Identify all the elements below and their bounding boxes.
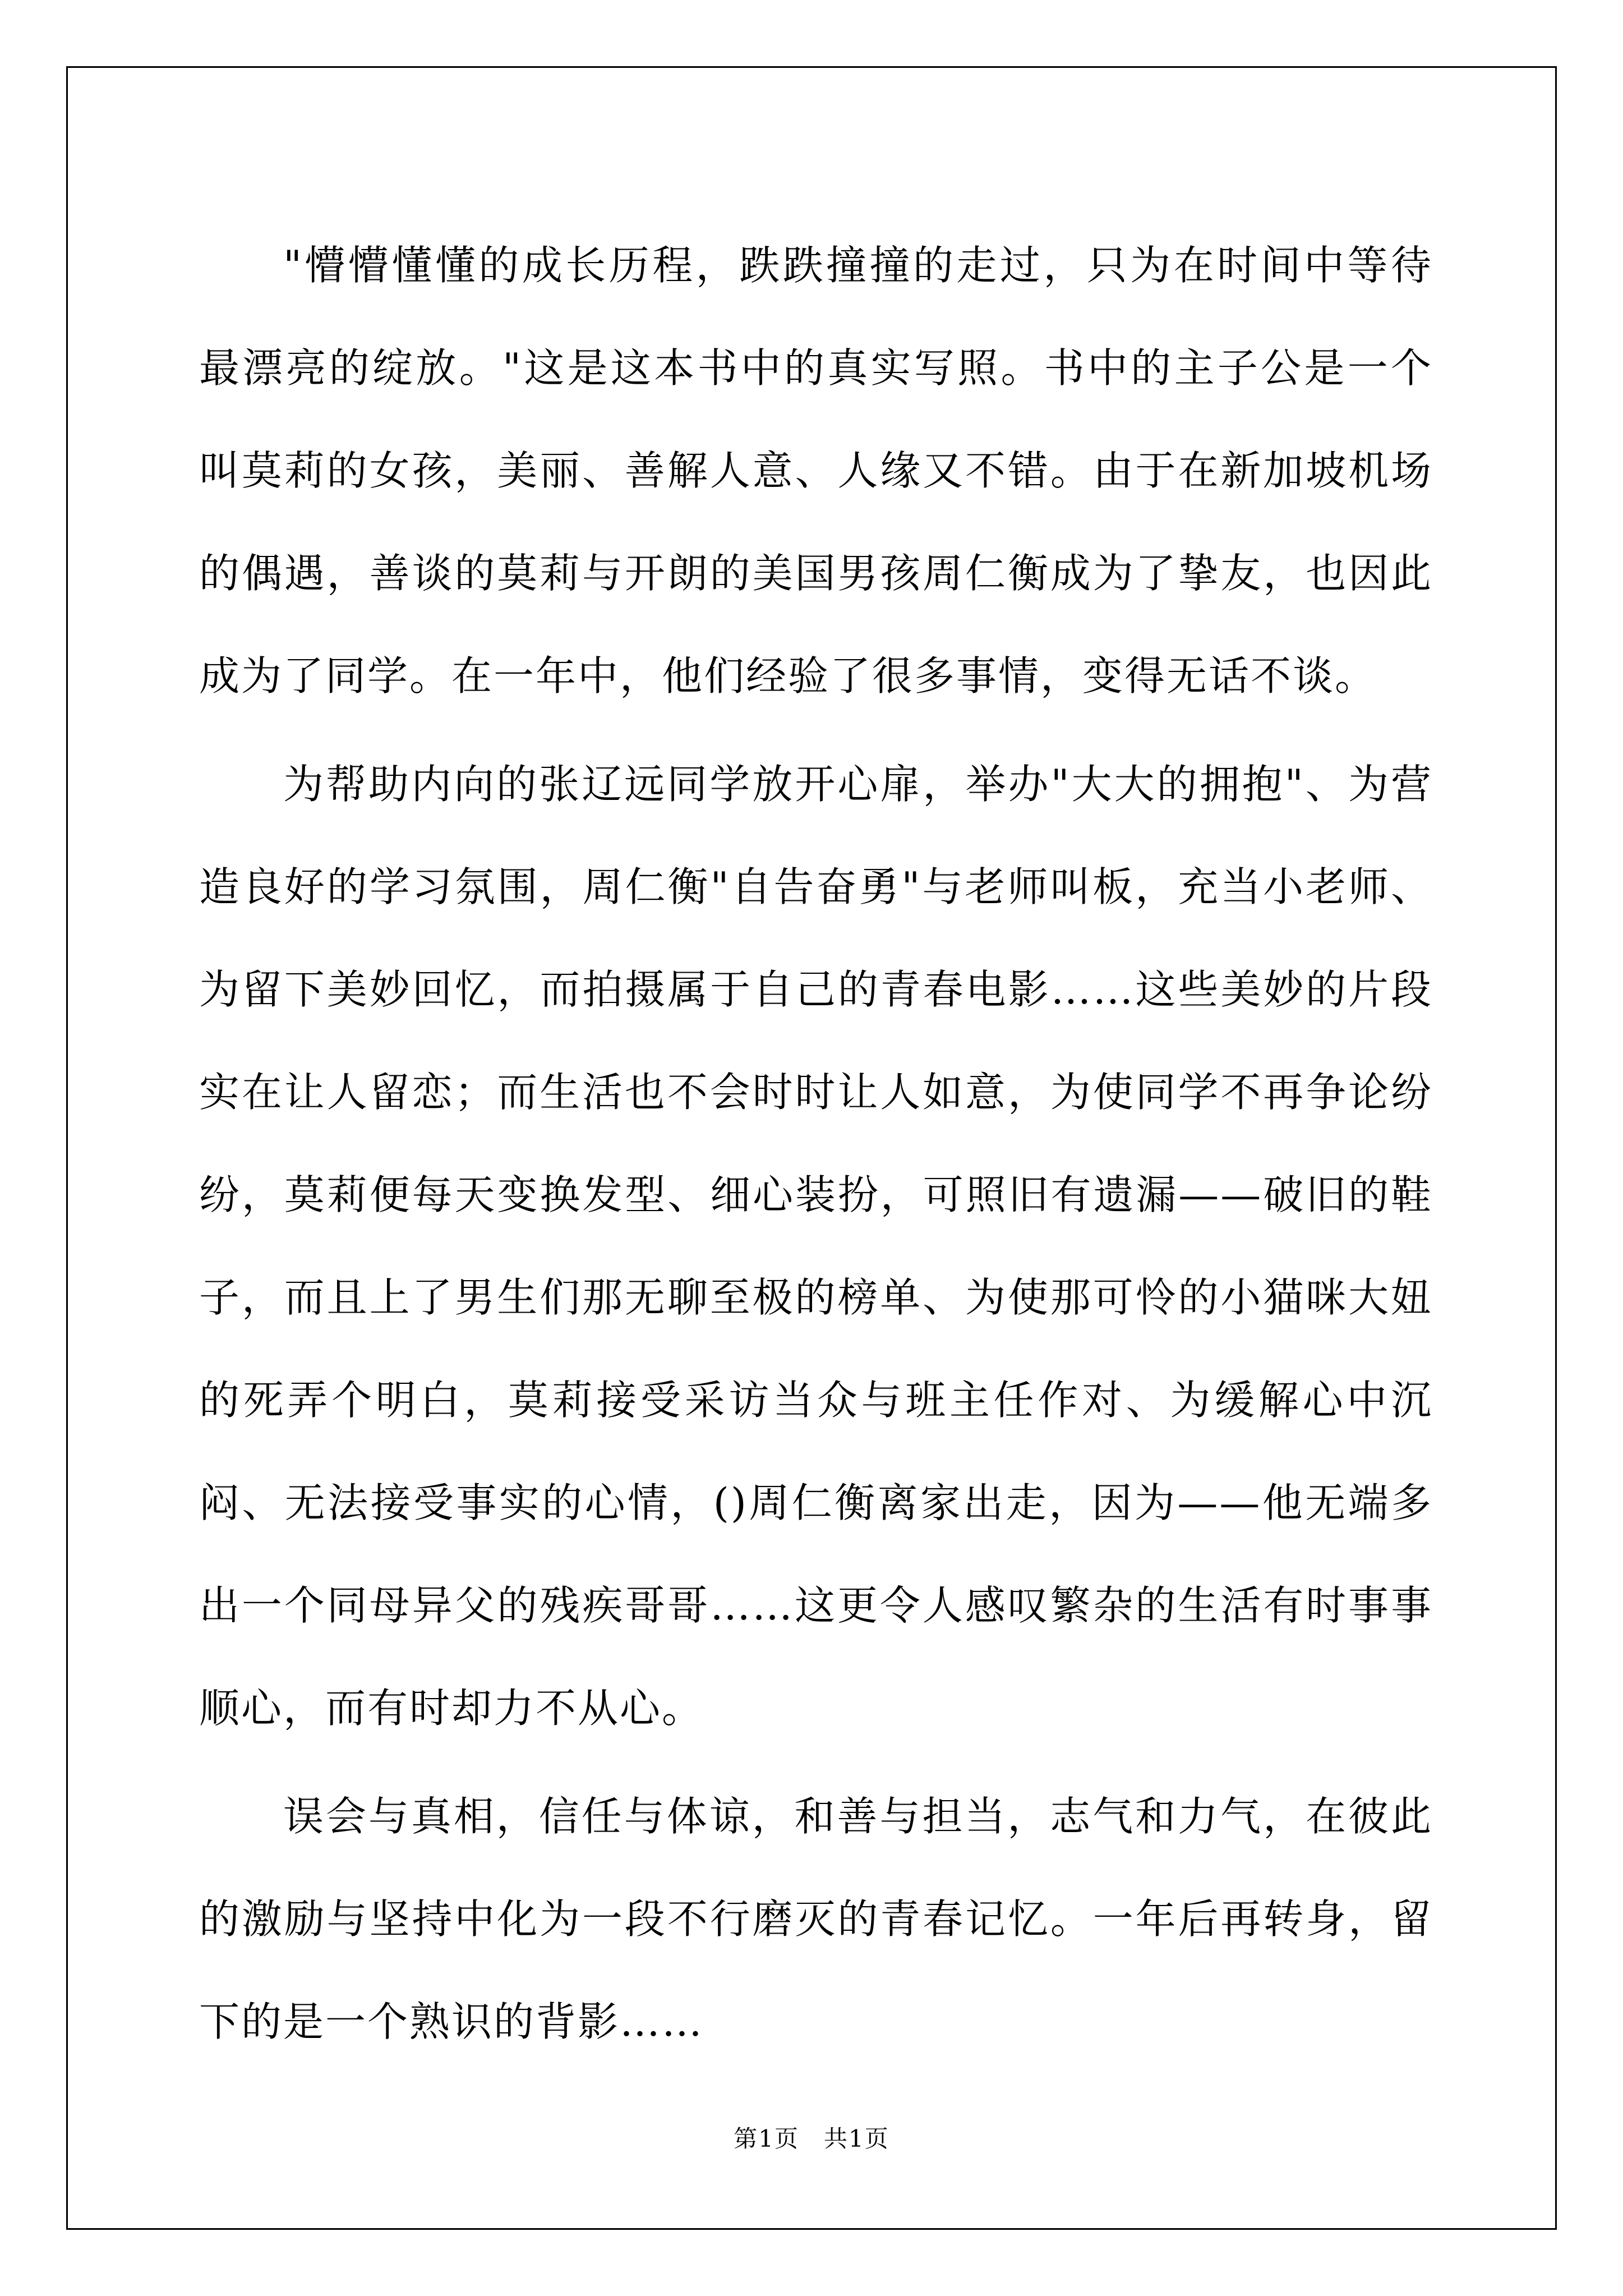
paragraph-3: 误会与真相，信任与体谅，和善与担当，志气和力气，在彼此的激励与坚持中化为一段不行磨灭的青春记忆。一年后再转身，留下的是一个熟识的背影…… — [199, 1793, 1433, 2045]
page-footer: 第1页 共1页 — [734, 2125, 889, 2152]
document-body — [199, 214, 1433, 2079]
paragraph-1: "懵懵懂懂的成长历程，跌跌撞撞的走过，只为在时间中等待最漂亮的绽放。"这是这本书中的真实写照。书中的主子公是一个叫莫莉的女孩，美丽、善解人意、人缘又不错。由于在新加坡机场的偶遇，善谈的莫莉与开朗的美国男孩周仁衡成为了挚友，也因此成为了同学。在一年中，他们经验了很多事情，变得无话不谈。 — [199, 242, 1433, 700]
paragraph-2: 为帮助内向的张辽远同学放开心扉，举办"大大的拥抱"、为营造良好的学习氛围，周仁衡"自告奋勇"与老师叫板，充当小老师、为留下美妙回忆，而拍摄属于自己的青春电影……这些美妙的片段实在让人留恋；而生活也不会时时让人如意，为使同学不再争论纷纷，莫莉便每天变换发型、细心装扮，可照旧有遗漏——破旧的鞋子，而且上了男生们那无聊至极的榜单、为使那可怜的小猫咪大妞的死弄个明白，莫莉接受采访当众与班主任作对、为缓解心中沉闷、无法接受事实的心情，()周仁衡离家出走，因为——他无端多出一个同母异父的残疾哥哥……这更令人感叹繁杂的生活有时事事顺心，而有时却力不从心。 — [199, 761, 1433, 1732]
